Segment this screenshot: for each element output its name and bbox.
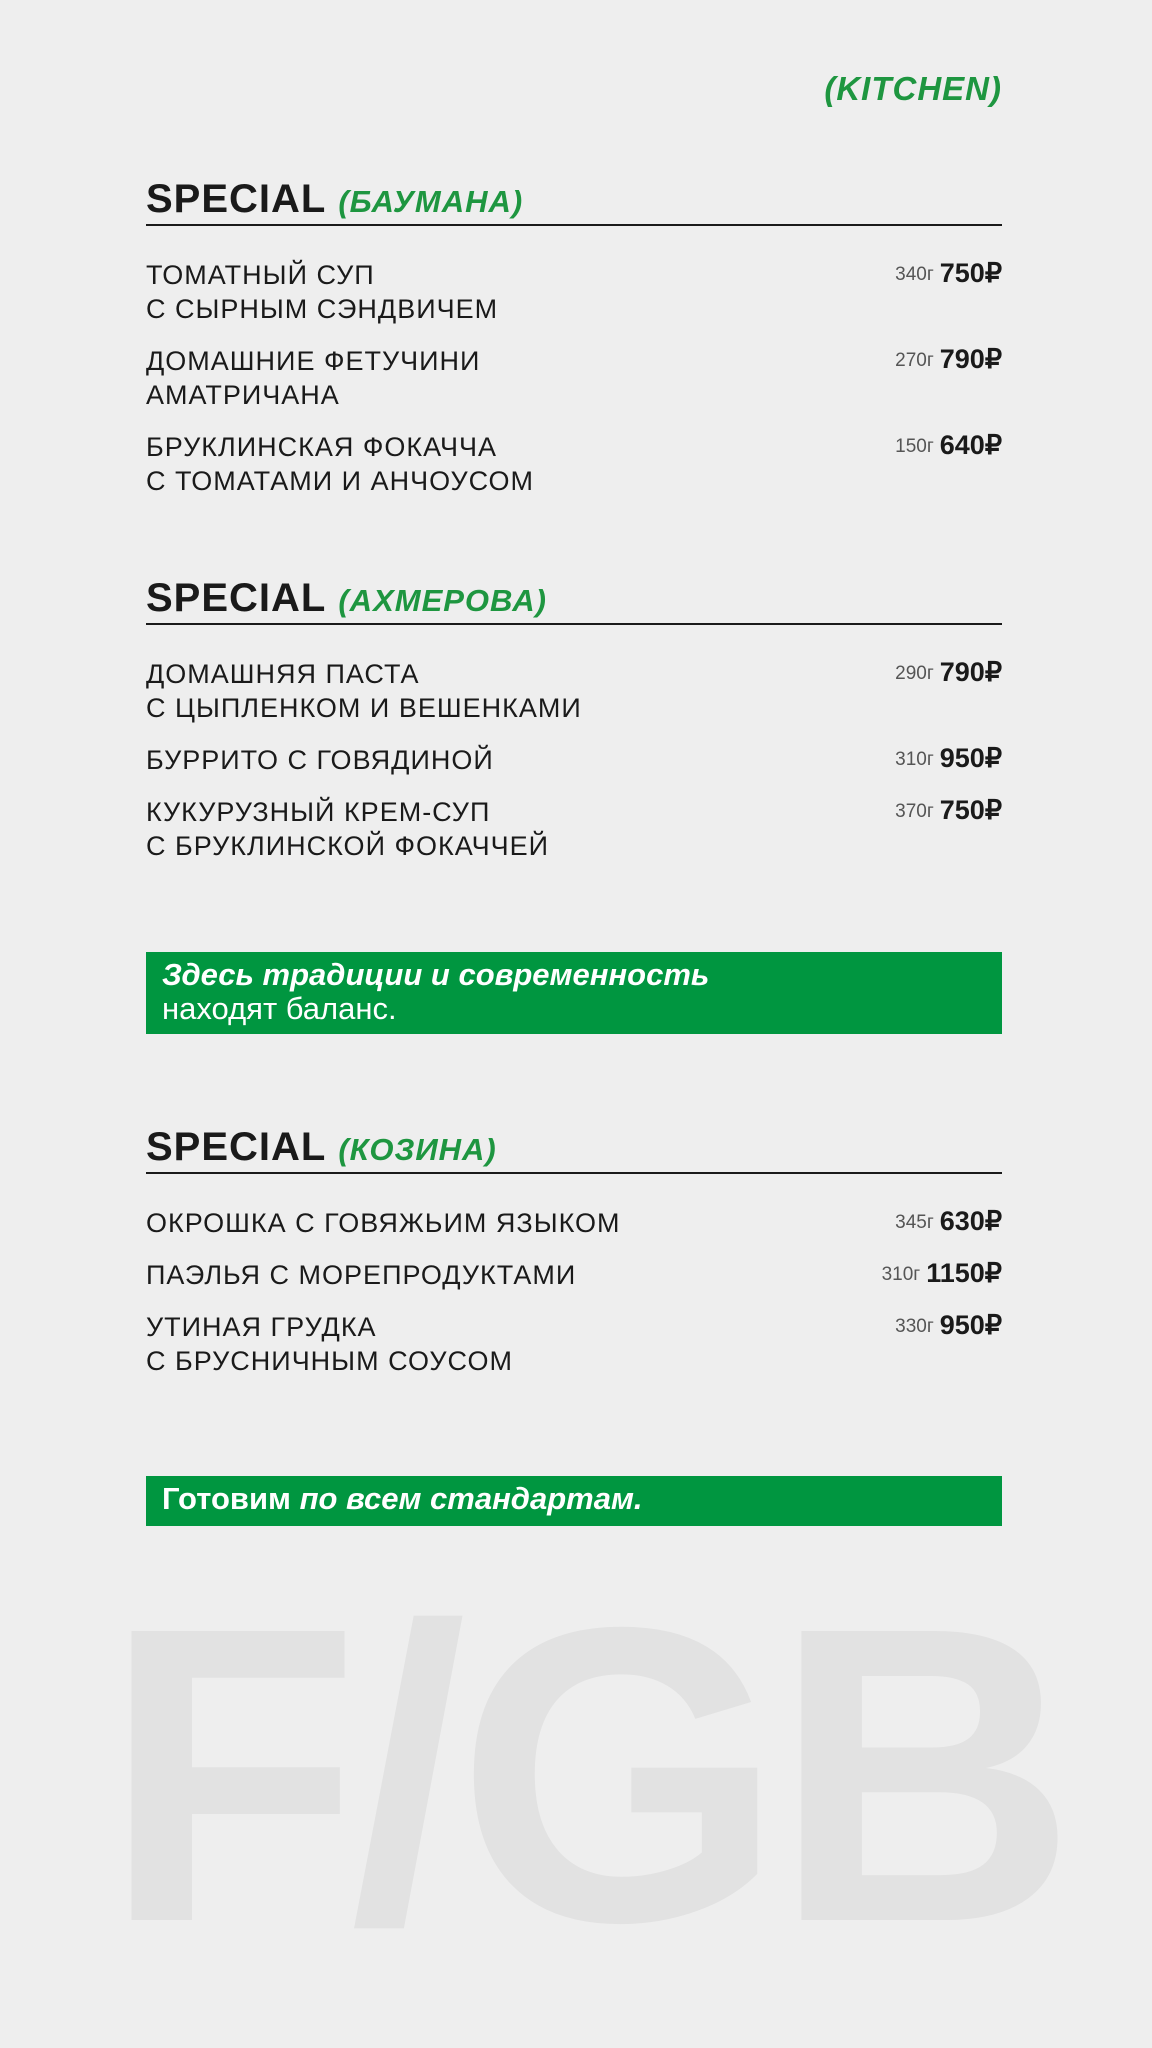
menu-item-name: БУРРИТО С ГОВЯДИНОЙ [146, 745, 494, 775]
menu-item-name: БРУКЛИНСКАЯ ФОКАЧЧА С ТОМАТАМИ И АНЧОУСОМ [146, 432, 535, 496]
menu-item-weight: 290г [895, 663, 934, 684]
menu-section-akhmerova [146, 571, 1002, 863]
promo-banner-standards [146, 1476, 1002, 1526]
menu-item-name: ДОМАШНИЕ ФЕТУЧИНИ АМАТРИЧАНА [146, 346, 481, 410]
section-header [146, 1120, 1002, 1174]
menu-item [146, 1206, 1002, 1240]
menu-item [146, 258, 1002, 326]
menu-item [146, 1258, 1002, 1292]
menu-item [146, 430, 1002, 498]
section-subtitle: (БАУМАНА) [338, 184, 524, 219]
menu-item-weight: 330г [895, 1316, 934, 1337]
menu-item [146, 657, 1002, 725]
svg-text:F/GB: F/GB [103, 1580, 1067, 1980]
menu-item-name: ДОМАШНЯЯ ПАСТА С ЦЫПЛЕНКОМ И ВЕШЕНКАМИ [146, 659, 582, 723]
section-header [146, 571, 1002, 625]
menu-section-kozina [146, 1120, 1002, 1378]
menu-item-price: 630₽ [939, 1206, 1002, 1236]
menu-item-weight: 150г [895, 436, 934, 457]
menu-item-name: КУКУРУЗНЫЙ КРЕМ-СУП С БРУКЛИНСКОЙ ФОКАЧЧЕЙ [146, 797, 550, 861]
menu-item-price: 790₽ [939, 657, 1002, 687]
menu-item [146, 344, 1002, 412]
menu-item-price: 790₽ [939, 344, 1002, 374]
menu-item-name: ПАЭЛЬЯ С МОРЕПРОДУКТАМИ [146, 1260, 577, 1290]
fgb-watermark-logo [70, 1580, 1100, 1980]
banner-subline: находят баланс. [162, 991, 397, 1026]
menu-section-baumana [146, 172, 1002, 498]
promo-banner-balance [146, 952, 1002, 1034]
menu-item-weight: 345г [895, 1212, 934, 1233]
menu-item-price: 640₽ [939, 430, 1002, 460]
menu-item-price: 750₽ [939, 795, 1002, 825]
section-subtitle: (АХМЕРОВА) [338, 583, 547, 618]
menu-item-weight: 340г [895, 264, 934, 285]
kitchen-label: (KITCHEN) [824, 70, 1002, 107]
section-title: SPECIAL (АХМЕРОВА) [146, 576, 547, 620]
menu-item-price: 1150₽ [926, 1258, 1002, 1288]
menu-item-price: 950₽ [939, 1310, 1002, 1340]
menu-item-price: 750₽ [939, 258, 1002, 288]
banner-headline: Здесь традиции и современность [162, 957, 710, 992]
menu-item [146, 795, 1002, 863]
menu-item-weight: 310г [881, 1264, 921, 1285]
section-title: SPECIAL (КОЗИНА) [146, 1125, 497, 1169]
section-title: SPECIAL (БАУМАНА) [146, 177, 524, 221]
menu-item-weight: 370г [895, 801, 934, 822]
menu-item-name: УТИНАЯ ГРУДКА С БРУСНИЧНЫМ СОУСОМ [146, 1312, 513, 1376]
section-header [146, 172, 1002, 226]
menu-item-name: ТОМАТНЫЙ СУП С СЫРНЫМ СЭНДВИЧЕМ [146, 260, 499, 324]
menu-item-name: ОКРОШКА С ГОВЯЖЬИМ ЯЗЫКОМ [146, 1208, 621, 1238]
menu-item [146, 1310, 1002, 1378]
menu-item-weight: 310г [895, 749, 934, 770]
menu-item [146, 743, 1002, 777]
section-subtitle: (КОЗИНА) [338, 1132, 497, 1167]
menu-item-price: 950₽ [939, 743, 1002, 773]
banner-headline: Готовим по всем стандартам. [162, 1481, 643, 1516]
menu-item-weight: 270г [895, 350, 934, 371]
